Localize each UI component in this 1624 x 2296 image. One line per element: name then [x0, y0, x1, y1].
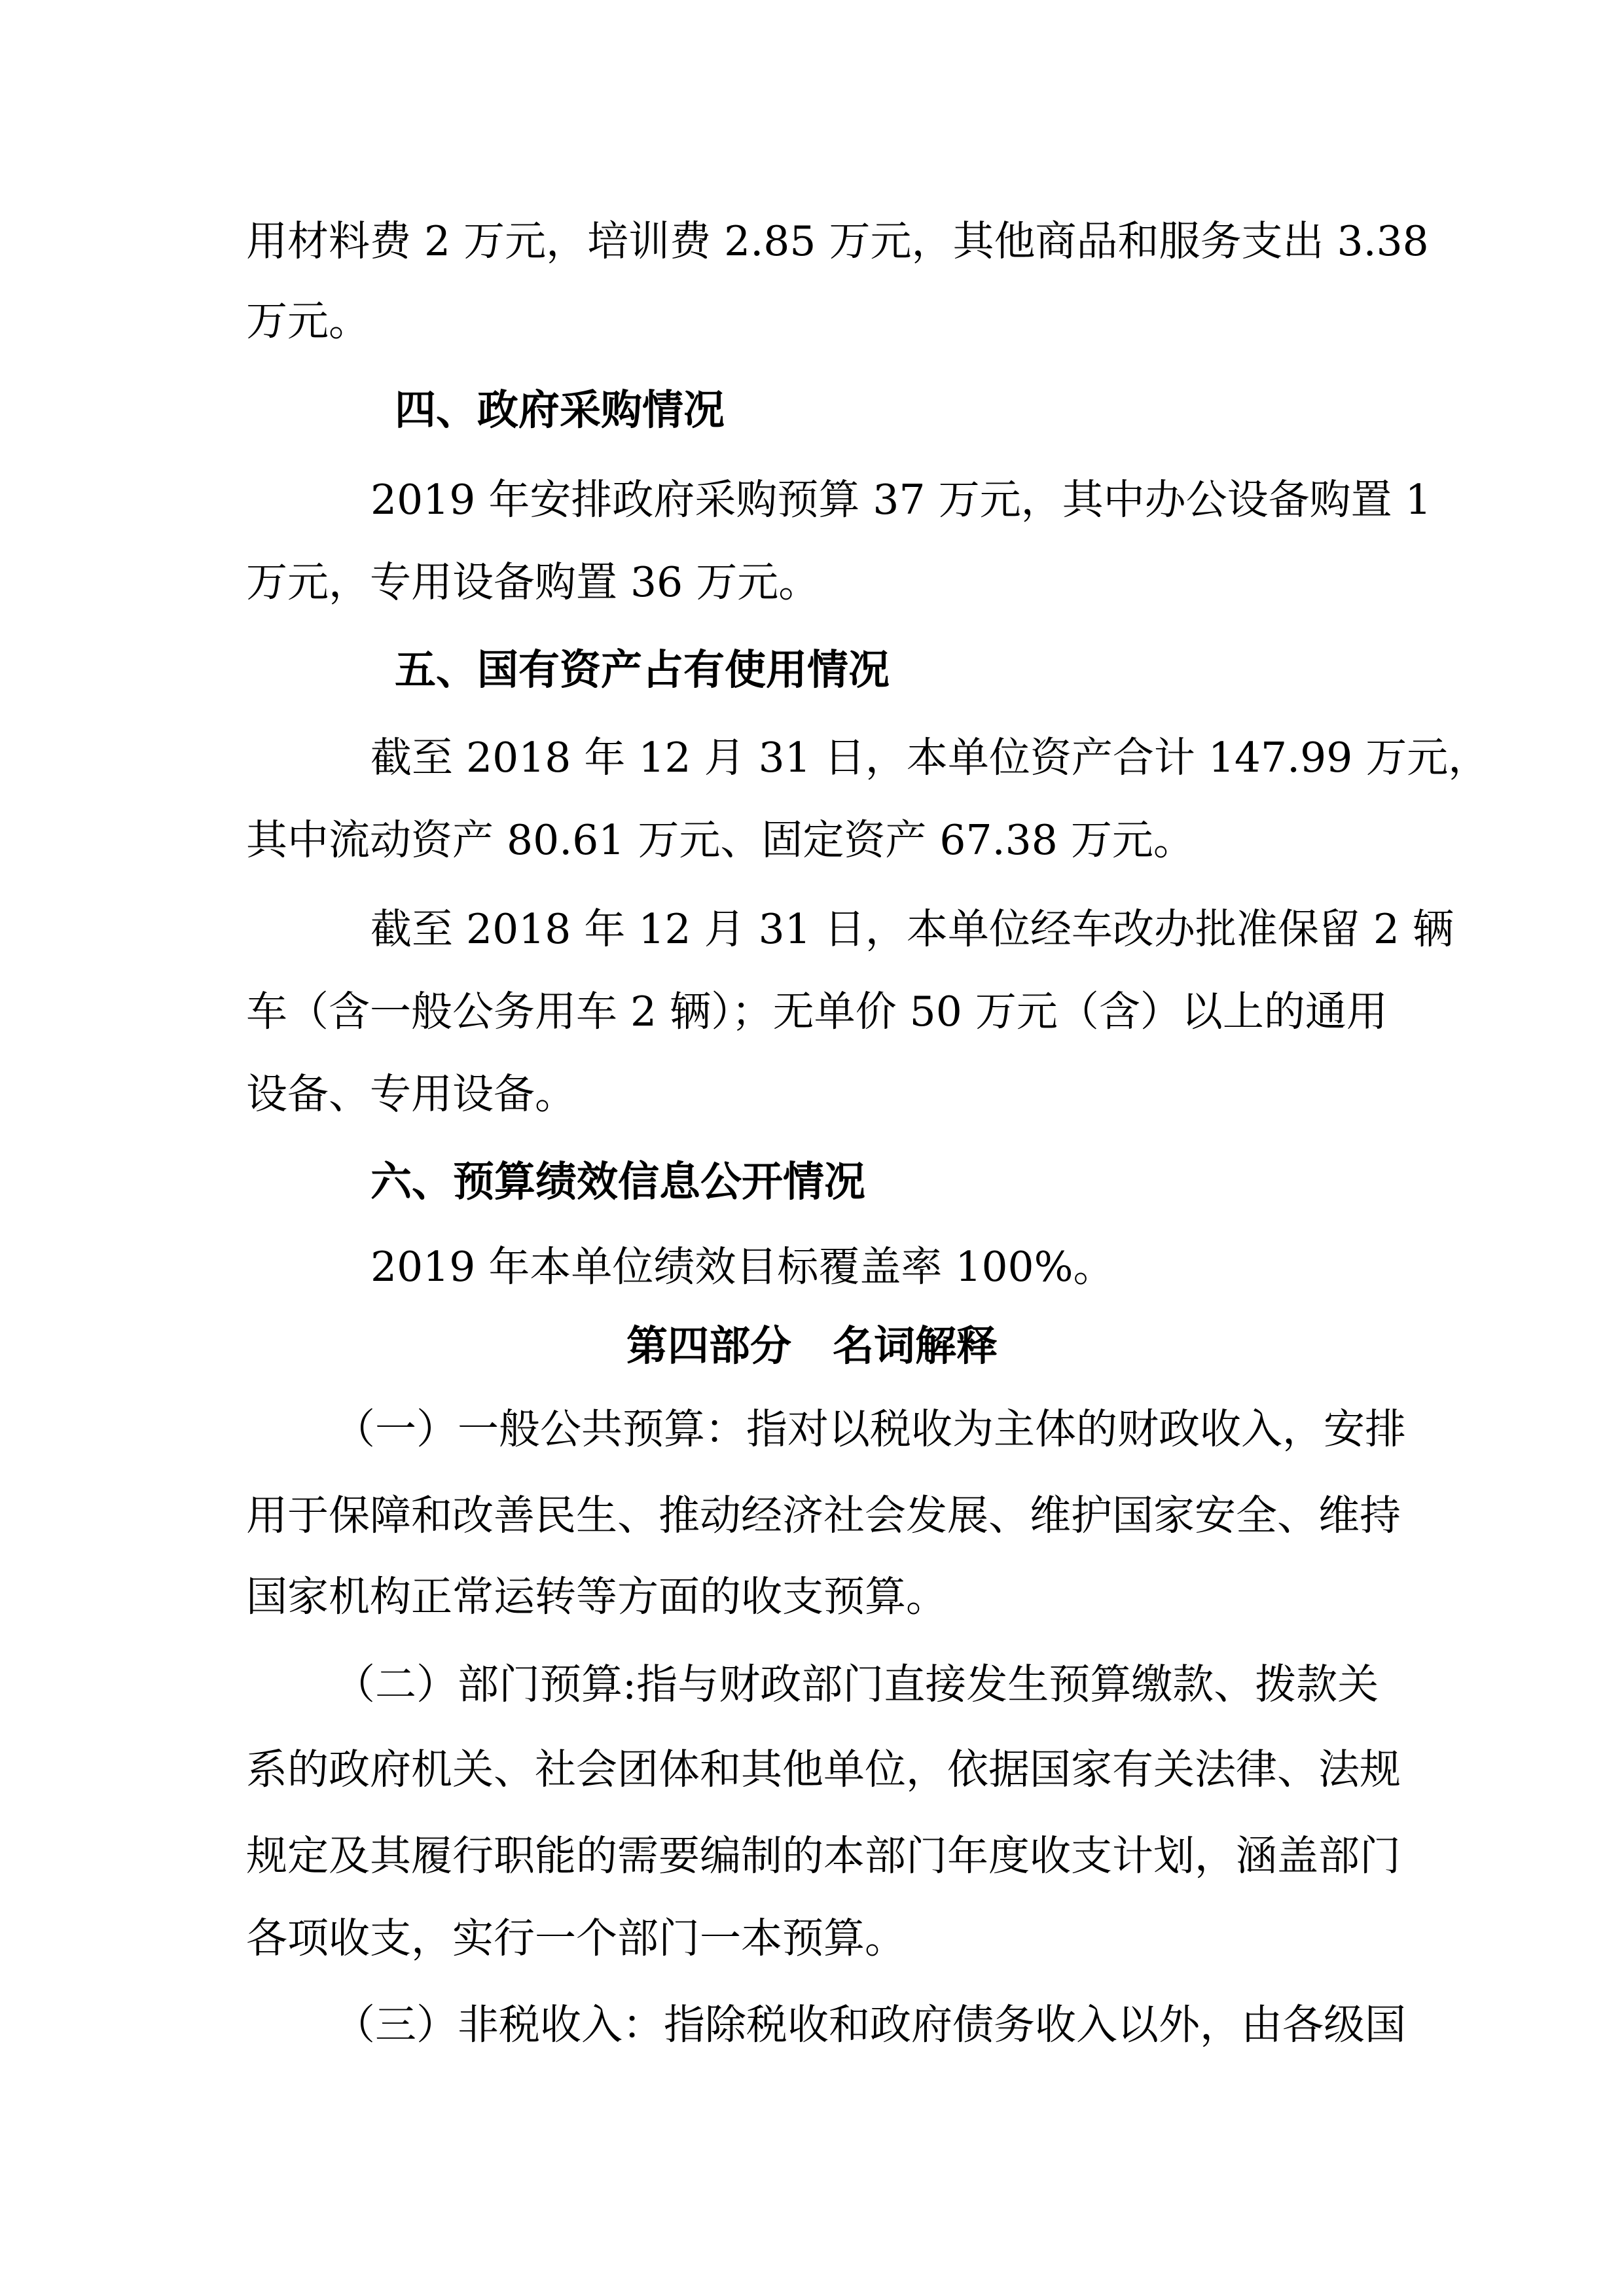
body-text-line: 国家机构正常运转等方面的收支预算。 [246, 1573, 947, 1621]
body-text-line: 截至 2018 年 12 月 31 日，本单位经车改办批准保留 2 辆 [370, 905, 1454, 953]
body-text-line: 万元，专用设备购置 36 万元。 [246, 558, 820, 606]
body-text-line: 2019 年本单位绩效目标覆盖率 100%。 [370, 1243, 1115, 1291]
section-heading: 六、预算绩效信息公开情况 [370, 1158, 865, 1206]
body-text-line: 用材料费 2 万元，培训费 2.85 万元，其他商品和服务支出 3.38 [246, 217, 1429, 265]
body-text-line: 2019 年安排政府采购预算 37 万元，其中办公设备购置 1 [370, 476, 1432, 524]
body-text-line: 车（含一般公务用车 2 辆）；无单价 50 万元（含）以上的通用 [246, 988, 1388, 1035]
body-text-line: 系的政府机关、社会团体和其他单位，依据国家有关法律、法规 [246, 1746, 1401, 1793]
section-heading: 五、国有资产占有使用情况 [395, 646, 890, 694]
body-text-line: 截至 2018 年 12 月 31 日，本单位资产合计 147.99 万元， [370, 734, 1490, 781]
body-text-line: （三）非税收入：指除税收和政府债务收入以外，由各级国 [334, 2001, 1406, 2049]
body-text-line: 设备、专用设备。 [246, 1070, 576, 1118]
body-text-line: 规定及其履行职能的需要编制的本部门年度收支计划，涵盖部门 [246, 1832, 1401, 1880]
body-text-line: 其中流动资产 80.61 万元、固定资产 67.38 万元。 [246, 816, 1195, 864]
section-heading: 四、政府采购情况 [395, 386, 725, 434]
body-text-line: 万元。 [246, 297, 370, 345]
body-text-line: （一）一般公共预算：指对以税收为主体的财政收入，安排 [334, 1405, 1406, 1453]
part-title: 第四部分 名词解释 [626, 1322, 998, 1370]
body-text-line: （二）部门预算:指与财政部门直接发生预算缴款、拨款关 [334, 1660, 1379, 1708]
body-text-line: 用于保障和改善民生、推动经济社会发展、维护国家安全、维持 [246, 1492, 1401, 1539]
body-text-line: 各项收支，实行一个部门一本预算。 [246, 1914, 906, 1962]
